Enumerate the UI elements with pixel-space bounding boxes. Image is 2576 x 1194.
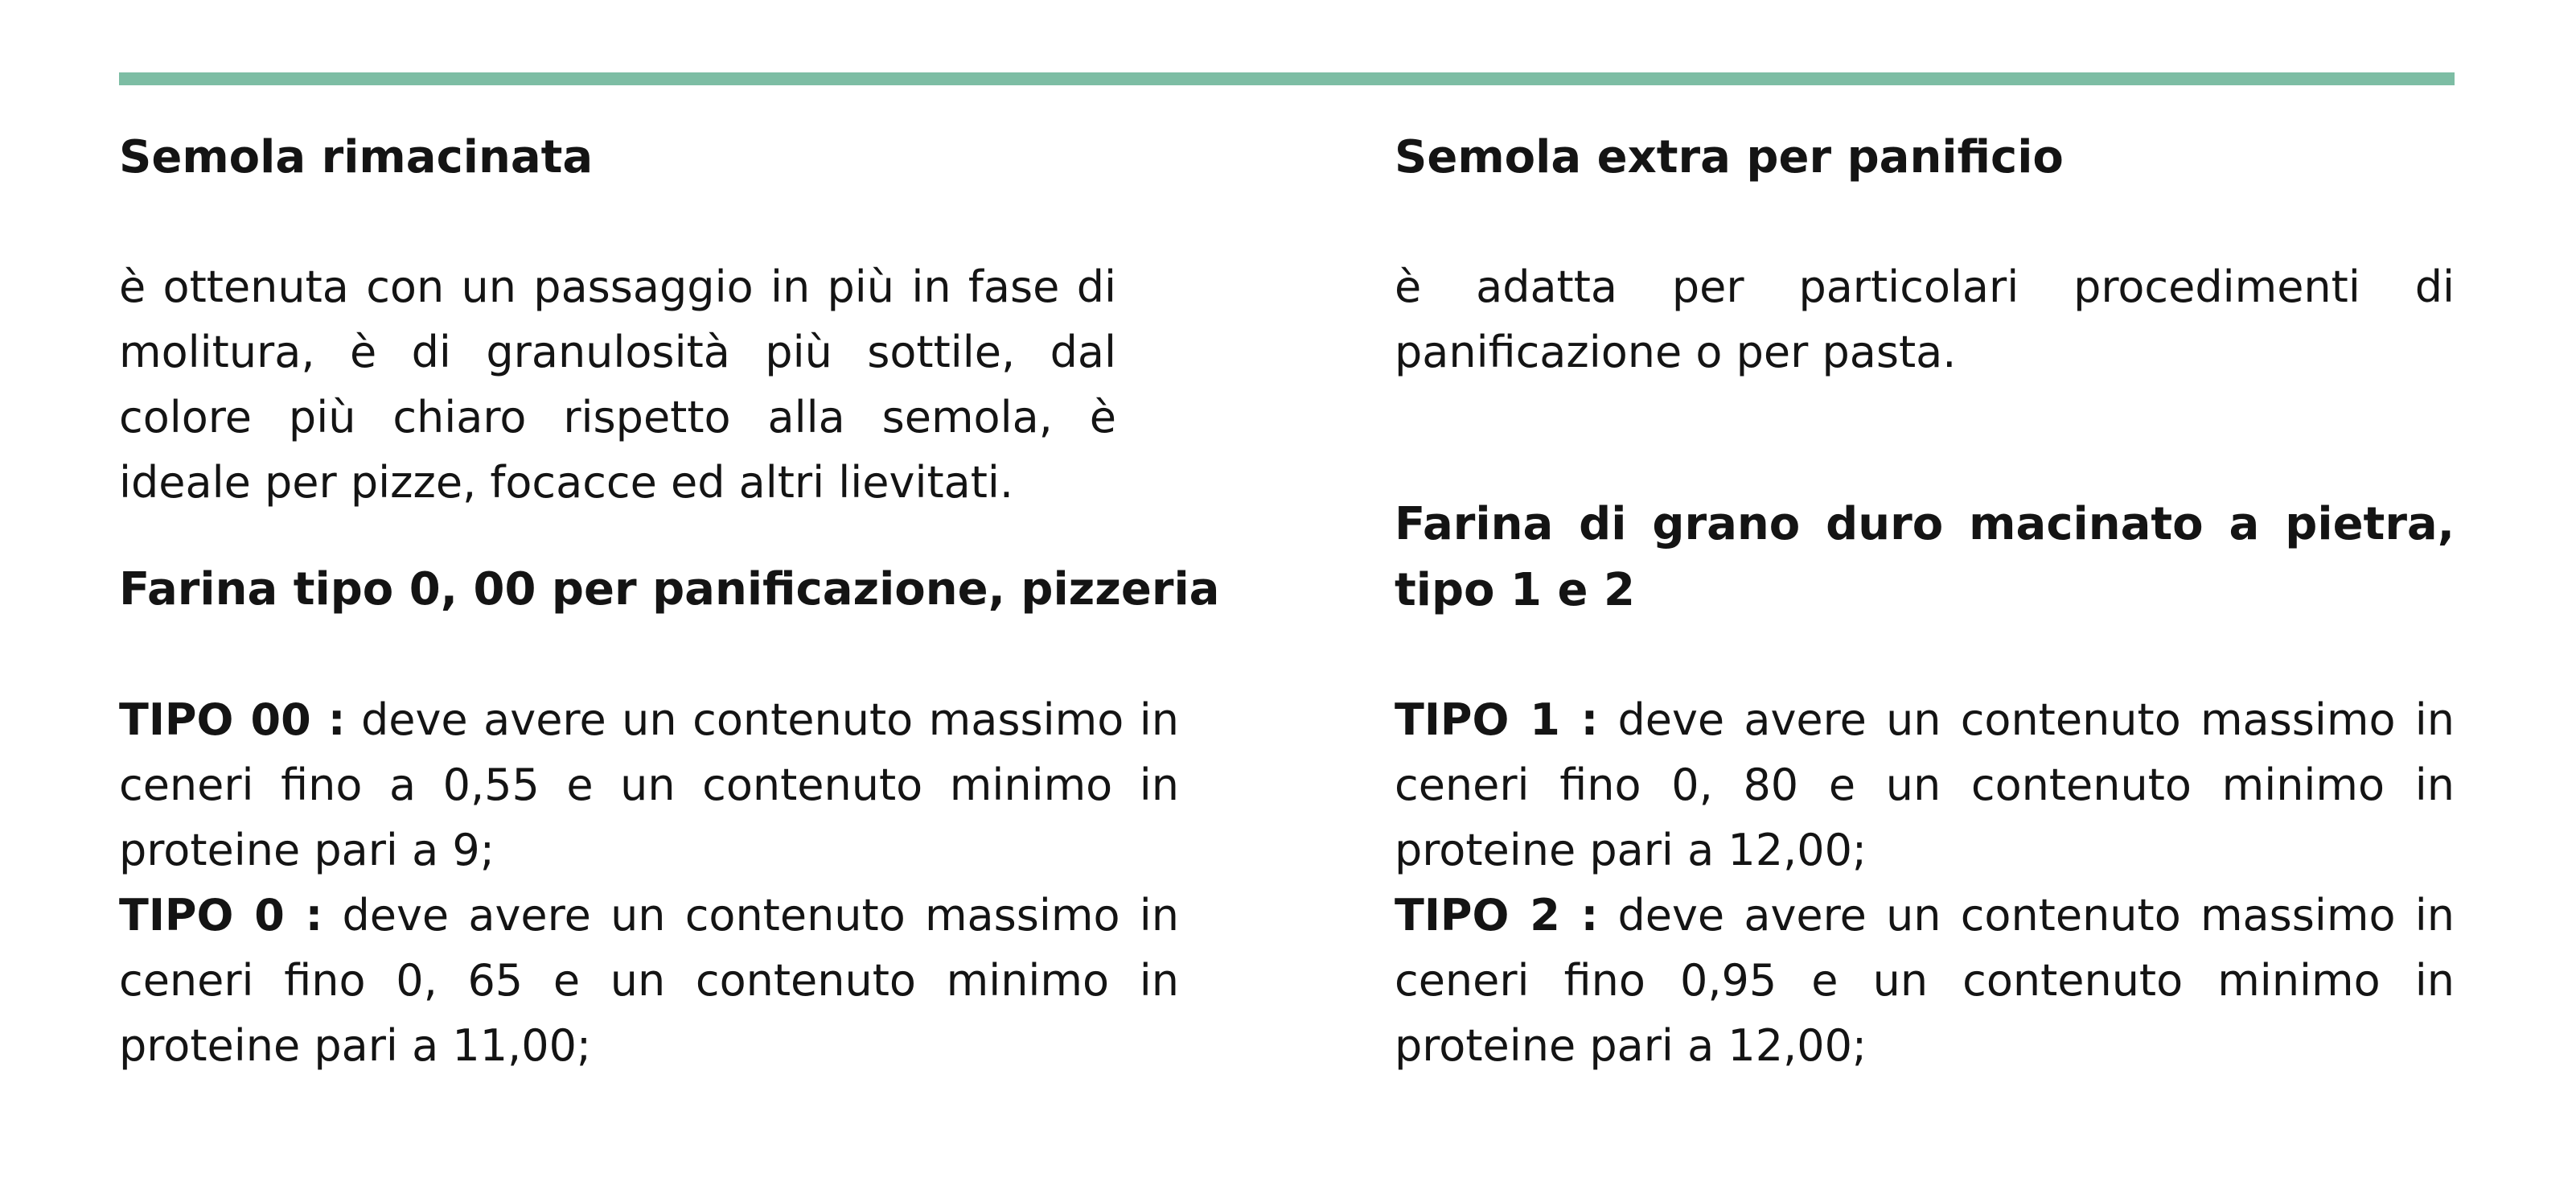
tipo-1-paragraph: [1395, 687, 2455, 883]
tipo-2-label: TIPO 2 :: [1395, 890, 1599, 941]
tipo-2-paragraph: [1395, 883, 2455, 1078]
top-divider: [119, 72, 2455, 85]
section-title-semola-rimacinata: Semola rimacinata: [119, 131, 594, 183]
semola-rimacinata-description: è ottenuta con un passaggio in più in fase di molitura, è di granulosità più sottile, dal colore più chiaro rispetto alla semola, è ideale per pizze, focacce ed altri lievitati.: [119, 261, 1116, 508]
tipo-0-text: deve avere un contenuto massimo in ceneri fino 0, 65 e un contenuto minimo in proteine pari a 11,00;: [119, 890, 1179, 1071]
tipo-1-text: deve avere un contenuto massimo in ceneri fino 0, 80 e un contenuto minimo in proteine pari a 12,00;: [1395, 694, 2455, 875]
tipo-2-text: deve avere un contenuto massimo in ceneri fino 0,95 e un contenuto minimo in proteine pari a 12,00;: [1395, 890, 2455, 1071]
tipo-0-label: TIPO 0 :: [119, 890, 323, 941]
tipo-00-paragraph: [119, 687, 1179, 883]
tipo-0-paragraph: [119, 883, 1179, 1078]
tipo-00-text: deve avere un contenuto massimo in ceneri fino a 0,55 e un contenuto minimo in proteine pari a 9;: [119, 694, 1180, 875]
section-title-farina-grano-duro: Farina di grano duro macinato a pietra, tipo 1 e 2: [1395, 498, 2455, 616]
tipo-1-label: TIPO 1 :: [1395, 694, 1599, 745]
tipo-00-label: TIPO 00 :: [119, 694, 346, 745]
section-title-semola-extra: Semola extra per panificio: [1395, 131, 2064, 183]
section-title-farina-tipo-0-00: Farina tipo 0, 00 per panificazione, pizzeria: [119, 563, 1220, 616]
semola-extra-description: è adatta per particolari procedimenti di panificazione o per pasta.: [1395, 261, 2455, 377]
